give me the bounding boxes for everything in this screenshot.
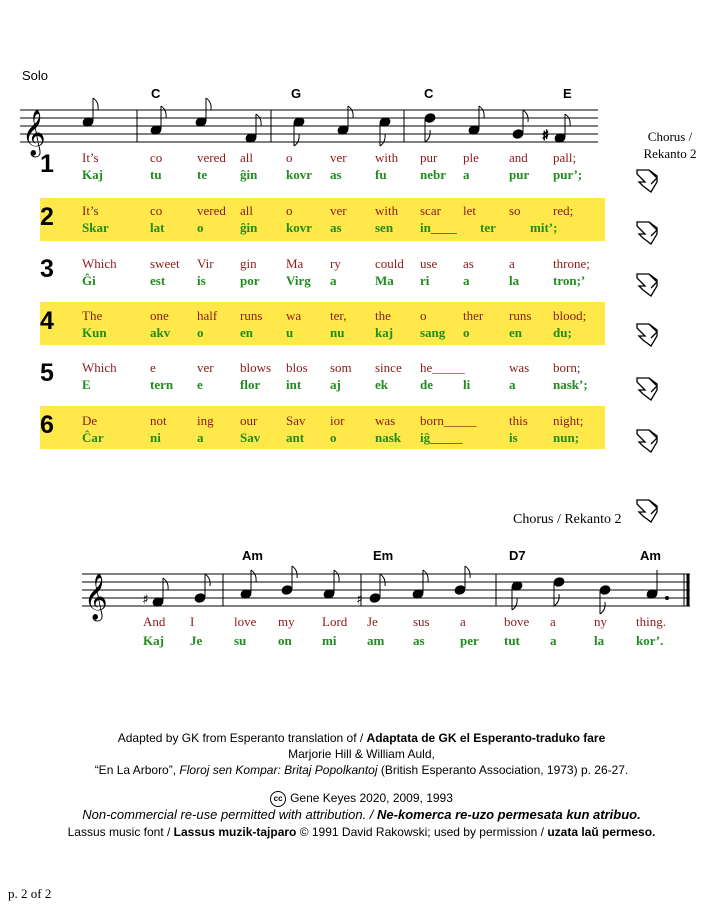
svg-text:♯: ♯ <box>356 592 363 608</box>
lyric-syllable-en: a <box>550 614 556 629</box>
credit-text: Lassus music font / <box>67 825 174 839</box>
lyric-syllable-eo: mi <box>322 633 337 648</box>
lyric-syllable-eo: mit’; <box>530 220 558 235</box>
lyric-syllable-en: a <box>460 614 466 629</box>
lyric-syllable-en: ver <box>197 360 214 375</box>
lyric-syllable-en: runs <box>240 308 263 323</box>
lyric-syllable-eo: nebr <box>420 167 446 182</box>
lyric-syllable-eo: li <box>463 377 471 392</box>
lyric-syllable-en: It’s <box>82 203 99 218</box>
verse-number: 5 <box>40 359 54 387</box>
chord-symbol: Am <box>640 548 661 563</box>
lyric-syllable-eo: is <box>509 430 518 445</box>
lyric-syllable-eo: tut <box>504 633 520 648</box>
lyric-syllable-eo: as <box>330 167 342 182</box>
lyric-syllable-en: a <box>509 256 515 271</box>
lyric-syllable-eo: Virg <box>286 273 311 288</box>
verse-number: 3 <box>40 255 54 283</box>
chord-symbol: E <box>563 86 572 101</box>
page-number: p. 2 of 2 <box>8 886 52 901</box>
chord-symbol: C <box>151 86 161 101</box>
lyric-syllable-eo: du; <box>553 325 572 340</box>
lyric-syllable-eo: sang <box>420 325 446 340</box>
lyric-syllable-eo: de <box>420 377 433 392</box>
lyric-syllable-eo: Ma <box>375 273 394 288</box>
lyric-syllable-eo: la <box>509 273 520 288</box>
lyric-syllable-en: Which <box>82 256 117 271</box>
lyric-syllable-en: co <box>150 203 163 218</box>
chorus-label: Chorus / Rekanto 2 <box>513 512 622 527</box>
credits-line-1 <box>0 730 723 747</box>
lyric-syllable-eo: tron;’ <box>553 273 586 288</box>
lyric-syllable-eo: kaj <box>375 325 394 340</box>
credits-line-2: Marjorie Hill & William Auld, <box>288 747 435 761</box>
lyric-syllable-en: throne; <box>553 256 590 271</box>
lyric-syllable-en: De <box>82 413 98 428</box>
lyric-syllable-eo: ter <box>480 220 496 235</box>
lyric-syllable-en: ing <box>197 413 214 428</box>
chord-symbol: Em <box>373 548 394 563</box>
lyric-syllable-en: as <box>463 256 474 271</box>
lyric-syllable-en: ry <box>330 256 341 271</box>
lyric-syllable-eo: Kaj <box>143 633 164 648</box>
lyric-syllable-en: o <box>420 308 427 323</box>
lyric-syllable-en: pall; <box>553 150 577 165</box>
lyric-syllable-eo: is <box>197 273 206 288</box>
svg-text:♯: ♯ <box>142 592 149 608</box>
lyric-syllable-en: our <box>240 413 258 428</box>
lyric-syllable-en: scar <box>420 203 441 218</box>
lyric-syllable-eo: tu <box>150 167 162 182</box>
lyric-syllable-eo: akv <box>150 325 171 340</box>
lyric-syllable-en: Which <box>82 360 117 375</box>
lyric-syllable-en: ple <box>463 150 479 165</box>
lyric-syllable-eo: Sav <box>240 430 261 445</box>
lyric-syllable-en: ior <box>330 413 345 428</box>
lyric-syllable-eo: on <box>278 633 292 648</box>
lyric-syllable-eo: u <box>286 325 294 340</box>
lyric-syllable-eo: Skar <box>82 220 109 235</box>
lyric-syllable-en: love <box>234 614 257 629</box>
chorus-heading-line2: Rekanto 2 <box>643 146 697 161</box>
lyric-syllable-en: with <box>375 203 399 218</box>
lyric-syllable-eo: in____ <box>420 220 457 235</box>
lyric-syllable-eo: en <box>240 325 253 340</box>
credits-line-3 <box>0 762 723 779</box>
lyric-syllable-eo: kor’. <box>636 633 664 648</box>
credit-text-eo: Lassus muzik-tajparo <box>173 825 297 839</box>
lyric-syllable-eo: Je <box>190 633 203 648</box>
lyric-syllable-eo: la <box>594 633 605 648</box>
lyric-syllable-eo: Kun <box>82 325 107 340</box>
lyric-syllable-en: half <box>197 308 218 323</box>
lyric-syllable-eo: a <box>550 633 557 648</box>
lyric-syllable-en: Je <box>367 614 378 629</box>
chord-symbol: C <box>424 86 434 101</box>
lyric-syllable-en: pur <box>420 150 438 165</box>
chorus-heading-line1: Chorus / <box>647 129 693 144</box>
lyric-syllable-eo: lat <box>150 220 165 235</box>
note <box>553 577 565 606</box>
nc-english: Non-commercial re-use permitted with attribution. / <box>82 807 378 822</box>
lyric-syllable-en: blos <box>286 360 308 375</box>
note <box>369 574 385 603</box>
lyric-syllable-eo: pur’; <box>553 167 583 182</box>
lyric-syllable-en: not <box>150 413 167 428</box>
lyric-syllable-eo: o <box>197 325 204 340</box>
lyric-syllable-en: runs <box>509 308 532 323</box>
lyric-syllable-en: gin <box>240 256 257 271</box>
lyric-syllable-eo: int <box>286 377 302 392</box>
lyric-syllable-en: born_____ <box>420 413 477 428</box>
lyric-syllable-en: sus <box>413 614 430 629</box>
lyric-syllable-eo: pur <box>509 167 530 182</box>
lyric-syllable-en: and <box>509 150 528 165</box>
noncommercial-line <box>0 806 723 823</box>
lyric-syllable-eo: iĝ_____ <box>420 430 463 445</box>
lyric-syllable-eo: o <box>197 220 204 235</box>
font-credit-line <box>0 824 723 841</box>
lyric-syllable-eo: tern <box>150 377 174 392</box>
lyric-syllable-eo: Ĝi <box>82 273 96 288</box>
lyric-syllable-en: blood; <box>553 308 587 323</box>
lyric-syllable-en: And <box>143 614 166 629</box>
lyric-syllable-en: could <box>375 256 404 271</box>
treble-clef-icon: 𝄞 <box>22 110 46 156</box>
copyright-line <box>0 790 723 807</box>
lyric-syllable-en: vered <box>197 150 226 165</box>
lyric-syllable-en: all <box>240 150 253 165</box>
lyric-syllable-en: was <box>375 413 396 428</box>
verse-number: 1 <box>40 150 54 178</box>
lyric-syllable-en: ny <box>594 614 607 629</box>
book-title: Floroj sen Kompar: Britaj Popolkantoj <box>179 763 378 777</box>
lyric-syllable-eo: as <box>413 633 425 648</box>
lyric-syllable-en: ther <box>463 308 484 323</box>
lyric-syllable-en: was <box>509 360 530 375</box>
lyric-syllable-eo: nun; <box>553 430 580 445</box>
svg-text:♯: ♯ <box>542 128 549 144</box>
verse-number: 6 <box>40 411 54 439</box>
lyric-syllable-eo: Kaj <box>82 167 103 182</box>
verse-number: 2 <box>40 203 54 231</box>
credit-text: © 1991 David Rakowski; used by permission / <box>296 825 548 839</box>
lyric-syllable-eo: su <box>234 633 247 648</box>
lyric-syllable-en: one <box>150 308 169 323</box>
lyric-syllable-en: the <box>375 308 391 323</box>
verse-number: 4 <box>40 307 54 335</box>
credit-text-eo: uzata laŭ permeso. <box>547 825 656 839</box>
lyric-syllable-eo: am <box>367 633 385 648</box>
credit-text: Adapted by GK from Esperanto translation of / <box>117 731 367 745</box>
lyric-syllable-eo: kovr <box>286 167 312 182</box>
lyric-syllable-en: vered <box>197 203 226 218</box>
lyric-syllable-en: with <box>375 150 399 165</box>
chord-symbol: G <box>291 86 302 101</box>
lyric-syllable-en: he_____ <box>420 360 465 375</box>
lyric-syllable-eo: te <box>197 167 208 182</box>
lyric-syllable-en: this <box>509 413 528 428</box>
lyric-syllable-en: so <box>509 203 521 218</box>
nc-esperanto: Ne-komerca re-uzo permesata kun atribuo. <box>377 807 641 822</box>
lyric-syllable-eo: a <box>509 377 516 392</box>
lyric-syllable-eo: o <box>463 325 470 340</box>
lyric-syllable-eo: ni <box>150 430 161 445</box>
lyric-syllable-eo: o <box>330 430 337 445</box>
lyric-syllable-eo: a <box>463 273 470 288</box>
note <box>599 585 611 614</box>
lyric-syllable-en: som <box>330 360 352 375</box>
lyric-syllable-en: night; <box>553 413 584 428</box>
lyric-syllable-en: o <box>286 203 293 218</box>
lyric-syllable-en: red; <box>553 203 574 218</box>
lyric-syllable-eo: as <box>330 220 342 235</box>
lyric-syllable-eo: e <box>197 377 203 392</box>
copyright-text: Gene Keyes 2020, 2009, 1993 <box>290 791 453 805</box>
lyric-syllable-eo: per <box>460 633 479 648</box>
lyric-syllable-en: ver <box>330 150 347 165</box>
lyric-syllable-en: born; <box>553 360 581 375</box>
lyric-syllable-eo: a <box>463 167 470 182</box>
lyric-syllable-en: thing. <box>636 614 666 629</box>
chord-symbol: Am <box>242 548 263 563</box>
lyric-syllable-eo: ĝin <box>240 220 258 235</box>
lyric-syllable-en: I <box>190 614 195 629</box>
chord-symbol: D7 <box>509 548 526 563</box>
solo-label: Solo <box>22 68 49 83</box>
lyric-syllable-en: Sav <box>286 413 306 428</box>
lyric-syllable-en: blows <box>240 360 272 375</box>
lyric-syllable-eo: flor <box>240 377 261 392</box>
lyric-syllable-en: use <box>420 256 438 271</box>
lyric-syllable-eo: ek <box>375 377 388 392</box>
lyric-syllable-en: Ma <box>286 256 304 271</box>
credit-text: “En La Arboro”, <box>94 763 180 777</box>
lyric-syllable-en: ter, <box>330 308 347 323</box>
lyric-syllable-en: ver <box>330 203 347 218</box>
lyric-syllable-en: co <box>150 150 163 165</box>
lyric-syllable-eo: ri <box>420 273 430 288</box>
lyric-syllable-eo: kovr <box>286 220 312 235</box>
lyric-syllable-en: wa <box>286 308 302 323</box>
credit-text: (British Esperanto Association, 1973) p. 26-27. <box>377 763 629 777</box>
lyric-syllable-eo: est <box>150 273 166 288</box>
lyric-syllable-eo: por <box>240 273 260 288</box>
lyric-syllable-en: sweet <box>150 256 180 271</box>
lyric-syllable-en: It’s <box>82 150 99 165</box>
lyric-syllable-en: Lord <box>322 614 348 629</box>
lyric-syllable-en: o <box>286 150 293 165</box>
lyric-syllable-en: since <box>375 360 402 375</box>
note <box>281 566 297 595</box>
cc-icon: cc <box>270 791 286 807</box>
lyric-syllable-eo: ĝin <box>240 167 258 182</box>
lyric-syllable-en: Vir <box>197 256 214 271</box>
credit-text-eo: Adaptata de GK el Esperanto-traduko fare <box>366 731 606 745</box>
lyric-syllable-en: bove <box>504 614 530 629</box>
lyric-syllable-en: let <box>463 203 476 218</box>
lyric-syllable-eo: en <box>509 325 522 340</box>
lyric-syllable-eo: a <box>330 273 337 288</box>
lyric-syllable-en: my <box>278 614 295 629</box>
lyric-syllable-en: The <box>82 308 103 323</box>
lyric-syllable-eo: E <box>82 377 91 392</box>
lyric-syllable-eo: fu <box>375 167 387 182</box>
lyric-syllable-eo: sen <box>375 220 394 235</box>
lyric-syllable-eo: ant <box>286 430 305 445</box>
lyric-syllable-eo: nask’; <box>553 377 588 392</box>
lyric-syllable-en: e <box>150 360 156 375</box>
note <box>454 566 470 595</box>
lyric-syllable-eo: a <box>197 430 204 445</box>
lyric-syllable-eo: nu <box>330 325 345 340</box>
lyric-syllable-en: all <box>240 203 253 218</box>
lyric-syllable-eo: nask <box>375 430 402 445</box>
lyric-syllable-eo: aj <box>330 377 341 392</box>
treble-clef-icon: 𝄞 <box>84 574 108 620</box>
note <box>194 574 210 603</box>
lyric-syllable-eo: Ĉar <box>82 430 104 445</box>
